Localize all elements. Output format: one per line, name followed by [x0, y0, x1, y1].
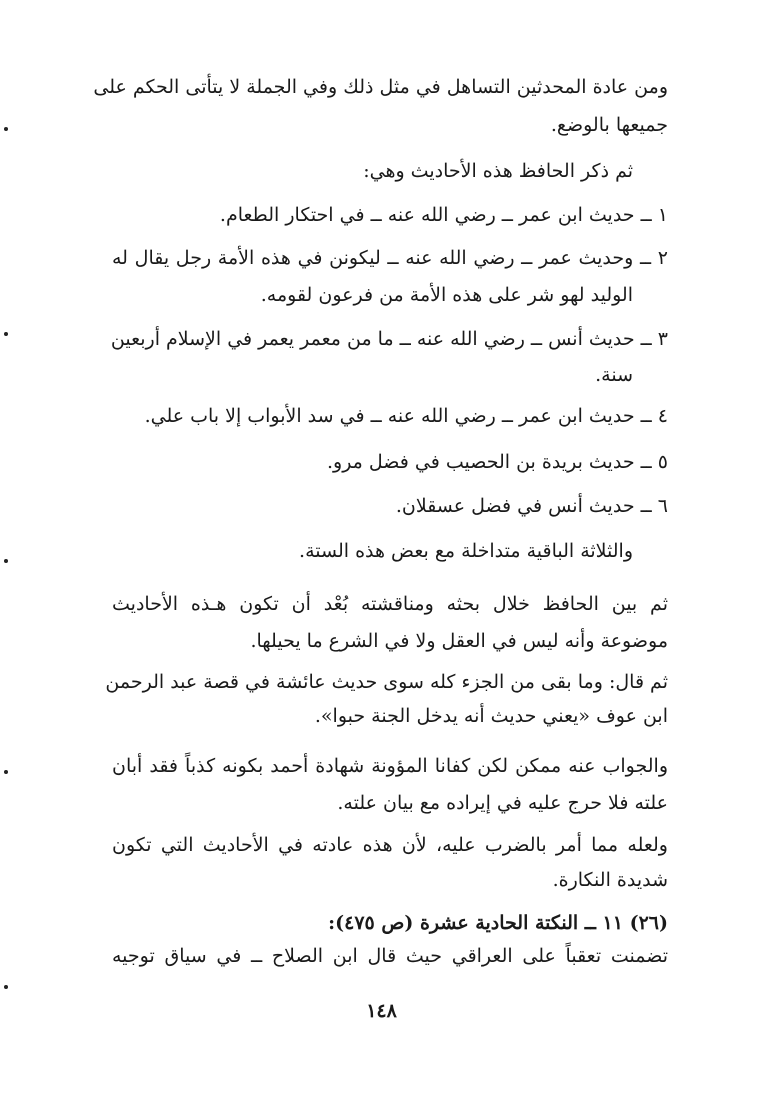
- text-line: شديدة النكارة.: [552, 869, 668, 891]
- list-item: ٤ ــ حديث ابن عمر ــ رضي الله عنه ــ في سد الأبواب إلا باب علي.: [144, 405, 668, 427]
- list-item: ٦ ــ حديث أنس في فضل عسقلان.: [395, 495, 668, 517]
- section-heading: (٢٦) ١١ ــ النكتة الحادية عشرة (ص ٤٧٥):: [328, 912, 668, 934]
- list-item: ٥ ــ حديث بريدة بن الحصيب في فضل مرو.: [326, 451, 668, 473]
- margin-dot: [4, 985, 8, 989]
- text-line: ولعله مما أمر بالضرب عليه، لأن هذه عادته في الأحاديث التي تكون: [112, 834, 668, 856]
- text-line: والجواب عنه ممكن لكن كفانا المؤونة شهادة أحمد بكونه كذباً فقد أبان: [112, 755, 668, 777]
- margin-dot: [4, 770, 8, 774]
- text-line: ابن عوف «يعني حديث أنه يدخل الجنة حبوا».: [314, 705, 668, 727]
- text-line: ثم بين الحافظ خلال بحثه ومناقشته بُعْد أن تكون هـذه الأحاديث: [112, 593, 668, 615]
- list-item: ٣ ــ حديث أنس ــ رضي الله عنه ــ ما من معمر يعمر في الإسلام أربعين: [110, 328, 668, 350]
- margin-dot: [4, 332, 8, 336]
- text-line: جميعها بالوضع.: [550, 114, 668, 136]
- text-line: ومن عادة المحدثين التساهل في مثل ذلك وفي الجملة لا يتأتى الحكم على: [93, 76, 668, 98]
- text-line: ثم قال: وما بقى من الجزء كله سوى حديث عائشة في قصة عبد الرحمن: [105, 671, 668, 693]
- text-line: علته فلا حرج عليه في إيراده مع بيان علته.: [337, 792, 668, 814]
- page-number: ١٤٨: [366, 1000, 397, 1022]
- list-item-continuation: سنة.: [595, 364, 633, 386]
- text-line: والثلاثة الباقية متداخلة مع بعض هذه الستة.: [299, 540, 633, 562]
- list-item-continuation: الوليد لهو شر على هذه الأمة من فرعون لقومه.: [260, 284, 633, 306]
- text-line: تضمنت تعقباً على العراقي حيث قال ابن الصلاح ــ في سياق توجيه: [112, 945, 668, 967]
- margin-dot: [4, 127, 8, 131]
- list-item: ١ ــ حديث ابن عمر ــ رضي الله عنه ــ في احتكار الطعام.: [219, 204, 668, 226]
- list-item: ٢ ــ وحديث عمر ــ رضي الله عنه ــ ليكونن في هذه الأمة رجل يقال له: [112, 247, 668, 269]
- margin-dot: [4, 559, 8, 563]
- text-line: موضوعة وأنه ليس في العقل ولا في الشرع ما يحيلها.: [250, 630, 668, 652]
- text-line: ثم ذكر الحافظ هذه الأحاديث وهي:: [363, 160, 633, 182]
